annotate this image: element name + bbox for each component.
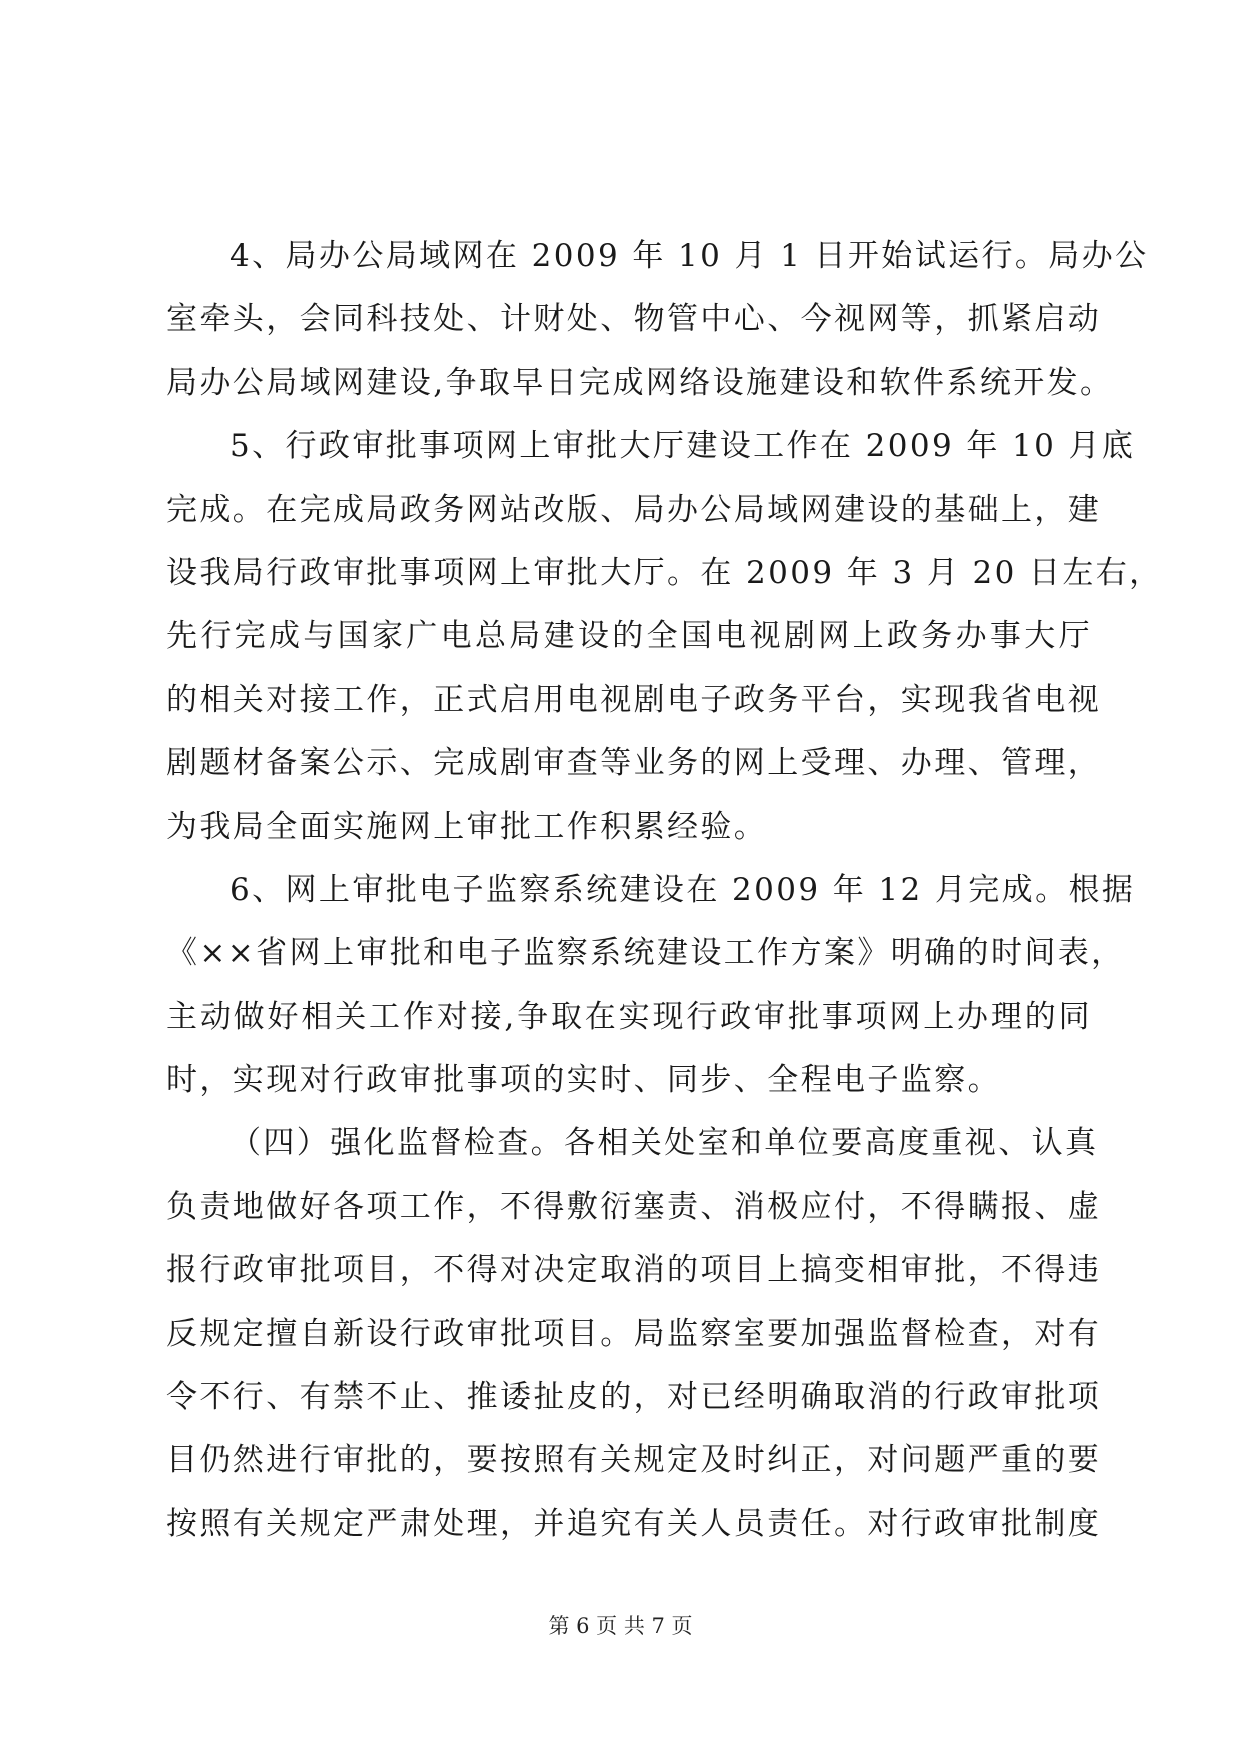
paragraph-line: 《××省网上审批和电子监察系统建设工作方案》明确的时间表， [166,935,1125,972]
paragraph-line: 局办公局域网建设,争取早日完成网络设施建设和软件系统开发。 [166,364,1114,401]
paragraph-line: 报行政审批项目，不得对决定取消的项目上搞变相审批，不得违 [166,1252,1102,1289]
paragraph-line: 目仍然进行审批的，要按照有关规定及时纠正，对问题严重的要 [166,1442,1102,1479]
paragraph-line: 的相关对接工作，正式启用电视剧电子政务平台，实现我省电视 [166,681,1102,718]
paragraph-line: 按照有关规定严肃处理，并追究有关人员责任。对行政审批制度 [166,1505,1102,1542]
document-body [166,225,1163,1556]
paragraph-line: 剧题材备案公示、完成剧审查等业务的网上受理、办理、管理， [166,745,1102,782]
paragraph-line: 负责地做好各项工作，不得敷衍塞责、消极应付，不得瞒报、虚 [166,1188,1102,1225]
paragraph-line: 6、网上审批电子监察系统建设在 2009 年 12 月完成。根据 [230,871,1136,908]
paragraph-line: 完成。在完成局政务网站改版、局办公局域网建设的基础上，建 [166,491,1102,528]
paragraph-line: （四）强化监督检查。各相关处室和单位要高度重视、认真 [230,1125,1099,1162]
paragraph-line: 反规定擅自新设行政审批项目。局监察室要加强监督检查，对有 [166,1315,1102,1352]
paragraph-line: 令不行、有禁不止、推诿扯皮的，对已经明确取消的行政审批项 [166,1379,1102,1416]
paragraph-line: 主动做好相关工作对接,争取在实现行政审批事项网上办理的同 [166,998,1092,1035]
paragraph-line: 为我局全面实施网上审批工作积累经验。 [166,808,768,845]
paragraph-line: 室牵头，会同科技处、计财处、物管中心、今视网等，抓紧启动 [166,301,1102,338]
paragraph-line: 4、局办公局域网在 2009 年 10 月 1 日开始试运行。局办公 [230,238,1149,274]
paragraph-line: 设我局行政审批事项网上审批大厅。在 2009 年 3 月 20 日左右， [166,554,1163,591]
page-number-footer: 第 6 页 共 7 页 [548,1614,693,1638]
paragraph-line: 时，实现对行政审批事项的实时、同步、全程电子监察。 [166,1062,1001,1099]
paragraph-line: 先行完成与国家广电总局建设的全国电视剧网上政务办事大厅 [166,618,1092,655]
paragraph-line: 5、行政审批事项网上审批大厅建设工作在 2009 年 10 月底 [230,428,1136,465]
